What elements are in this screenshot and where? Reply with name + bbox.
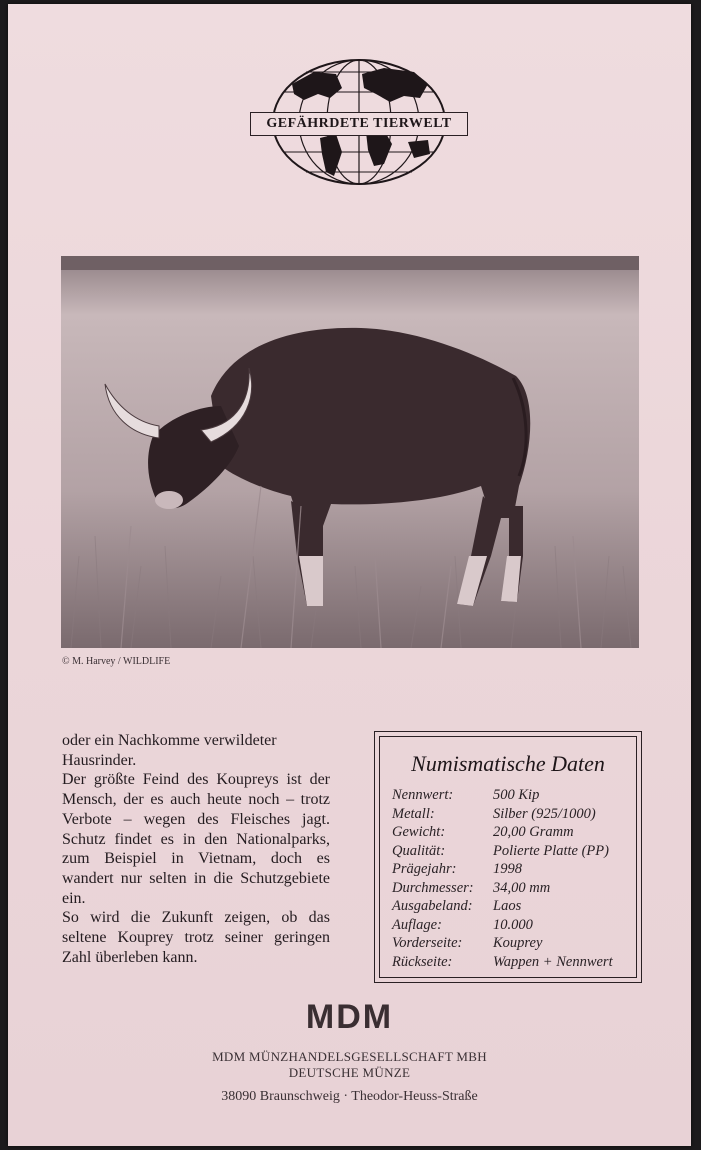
data-row [392,935,642,954]
photo-credit: © M. Harvey / WILDLIFE [62,656,171,667]
data-key: Qualität: [392,842,446,859]
body-paragraph-3: So wird die Zukunft zeigen, ob das seltene Kouprey trotz seiner geringen Zahl überleben kann. [62,909,330,966]
data-key: Gewicht: [392,824,446,840]
data-key: Rückseite: [392,953,453,970]
data-key: Durchmesser: [392,879,474,896]
data-key: Nennwert: [392,787,454,803]
data-row [392,787,642,806]
company-name [8,1049,691,1081]
numismatic-rows [392,787,642,972]
data-value: 34,00 mm [493,879,551,896]
body-paragraph-1: oder ein Nachkomme verwildeter Hausrinder. [62,732,277,769]
data-value: Silber (925/1000) [493,805,596,822]
certificate-sheet [8,4,691,1146]
data-key: Ausgabeland: [392,898,473,914]
data-key: Prägejahr: [392,861,457,877]
data-value: 500 Kip [493,787,540,803]
data-value: Kouprey [493,935,543,951]
data-value: 1998 [493,861,522,877]
data-key: Metall: [392,805,435,822]
company-line-1: MDM MÜNZHANDELSGESELLSCHAFT MBH [212,1049,487,1064]
mdm-logo: MDM [305,998,394,1036]
data-key: Auflage: [392,916,442,933]
data-value: Polierte Platte (PP) [493,842,609,859]
data-row [392,861,642,880]
data-row [392,954,642,973]
numismatic-title: Numismatische Daten [411,751,605,776]
company-address: 38090 Braunschweig · Theodor-Heuss-Straße [221,1089,478,1104]
data-row [392,880,642,899]
body-paragraph-2: Der größte Feind des Koupreys ist der Mensch, der es auch heute noch – trotz Verbote – wegen des Fleisches jagt. Schutz findet es in den Nationalparks, zum Beispiel in Vietnam, doch es wandert nur selten in die Schutzgebiete ein. [62,771,330,907]
data-row [392,898,642,917]
data-row [392,806,642,825]
globe-logo [244,54,474,194]
data-value: Laos [493,898,522,914]
data-row [392,824,642,843]
data-value: Wappen + Nennwert [493,953,613,970]
data-value: 20,00 Gramm [493,824,574,840]
data-key: Vorderseite: [392,935,463,951]
data-row [392,843,642,862]
logo-banner-text: GEFÄHRDETE TIERWELT [250,112,468,136]
kouprey-photo [61,256,639,648]
data-value: 10.000 [493,916,533,933]
body-text [62,731,330,967]
company-line-2: DEUTSCHE MÜNZE [288,1065,411,1080]
numismatic-data-inner-frame [379,736,637,978]
data-row [392,917,642,936]
numismatic-data-box [374,731,642,983]
